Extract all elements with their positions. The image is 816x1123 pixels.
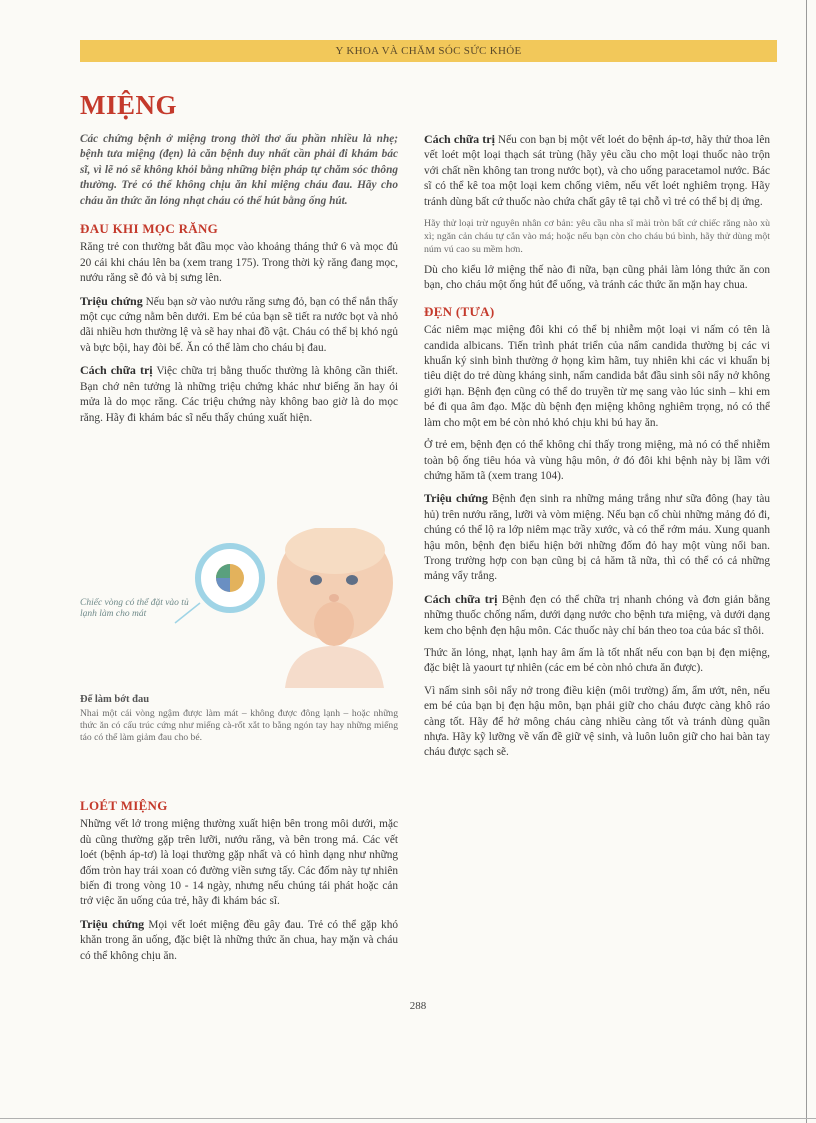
section-header-text: Y KHOA VÀ CHĂM SÓC SỨC KHỎE	[335, 45, 522, 57]
tip-box	[80, 694, 398, 744]
right-edge-line	[806, 0, 807, 1123]
ulcers-paragraph-2: Dù cho kiểu lở miệng thế nào đi nữa, bạn cũng phải làm lỏng thức ăn con bạn, cho cháu một ống hút để uống, và tránh các thức ăn mặn hay chua.	[424, 264, 770, 292]
thrush-heading: ĐẸN (TƯA)	[424, 303, 495, 319]
symptoms-label: Triệu chứng	[80, 916, 145, 931]
left-column-bottom	[80, 788, 398, 971]
treatment-text: Nếu con bạn bị một vết loét do bệnh áp-tơ, hãy thử thoa lên vết loét một loại thạch sát trùng (hãy yêu cầu cho một loại thuốc nào trộn với chất nền không tan trong nước bọt), và cho uống paracetamol nước. Bác sĩ có thể kê toa một loại kem chống viêm, nếu vết loét nghiêm trọng. Hãy tránh dùng bất cứ thuốc nào chứa chất gây tê tại chỗ vì trẻ có thể bị dị ứng.	[424, 134, 770, 208]
baby-forehead	[285, 528, 385, 574]
baby-teething-figure	[80, 528, 398, 688]
page-number: 288	[409, 1000, 427, 1012]
thrush-paragraph-1: Các niêm mạc miệng đôi khi có thể bị nhiễm một loại vi nấm có tên là candida albicans. Tiến trình phát triển của nấm candida thường bị các vi khuẩn ký sinh bình thường ở họng kìm hãm, tuy nhiên khi các vi khuẩn bị tiêu diệt do trẻ dùng kháng sinh, nấm candida bắt đầu sinh sôi nẩy nở không giới hạn. Bệnh đẹn cũng có thể do truyền từ mẹ sang vào lúc sinh – khi em bé đi qua âm đạo. Mặc dù bệnh đẹn miệng không nghiêm trọng, nó có thể làm cho một em bé còn nhỏ khó chịu khi bú hay ăn.	[424, 324, 770, 429]
teething-treatment	[80, 363, 398, 426]
symptoms-label: Triệu chứng	[424, 491, 488, 506]
ulcers-symptoms	[80, 917, 398, 964]
thrush-paragraph-2: Ở trẻ em, bệnh đẹn có thể không chỉ thấy trong miệng, mà nó có thể nhiễm toàn bộ ống tiêu hóa và vùng hậu môn, ở đó đôi khi bệnh này bị lầm với chứng hăm tã (xem trang 104).	[424, 439, 770, 482]
intro-paragraph: Các chứng bệnh ở miệng trong thời thơ ấu phần nhiều là nhẹ; bệnh tưa miệng (đẹn) là căn bệnh duy nhất cần phải đi khám bác sĩ, vì lẽ nó sẽ không khỏi bằng những biện pháp tự chăm sóc thông thường. Trẻ có thể không chịu ăn khi miệng cháu đau. Hãy cho cháu ăn thức ăn lỏng nhạt cháu có thể hút bằng ống hút.	[80, 133, 398, 207]
treatment-label: Cách chữa trị	[424, 132, 495, 146]
symptoms-label: Triệu chứng	[80, 293, 143, 308]
page-title: MIỆNG	[80, 90, 177, 120]
symptoms-text: Bệnh đẹn sinh ra những mảng trắng như sữa đông (hay tàu hủ) trên nướu răng, lưỡi và vòm miệng. Nếu bạn cố chùi những mảng đó đi, chúng có thể lộ ra lớp niêm mạc trầy xước, và có thể rớm máu. Xung quanh hậu môn, bệnh đẹn biểu hiện bởi những đốm đỏ hay một vùng nổi ban. Trong trường hợp con bạn cũng bị cả hăm tã nữa, thì có thể có cả những mảng vẩy trắng.	[424, 493, 770, 583]
teething-heading: ĐAU KHI MỌC RĂNG	[80, 221, 219, 237]
baby-nose	[329, 594, 339, 602]
symptoms-text: Nếu bạn sờ vào nướu răng sưng đỏ, bạn có thể nắn thấy một cục cứng nằm bên dưới. Em bé của bạn sẽ tiết ra nước bọt và nhỏ dãi nhiều hơn thường lệ và sẽ hay nhai đồ vật. Cháu có thể bị khó ngủ và bực bội, hay đòi bế. Ăn có thể làm cho cháu bị đau.	[80, 295, 398, 354]
right-column	[424, 132, 770, 768]
baby-body	[285, 646, 384, 688]
baby-eye	[310, 575, 322, 585]
thrush-paragraph-3: Thức ăn lỏng, nhạt, lạnh hay âm ấm là tốt nhất nếu con bạn bị đẹn miệng, đặc biệt là yaourt tự nhiên (các em bé còn nhỏ chưa ăn được).	[424, 646, 770, 675]
tip-box-title: Để làm bớt đau	[80, 694, 150, 705]
ulcers-paragraph: Những vết lở trong miệng thường xuất hiện bên trong môi dưới, mặc dù cũng thường gặp trên lưỡi, nướu răng, và bên trong má. Các vết loét (bệnh áp-tơ) là loại thường gặp nhất và có hình dạng như những đốm tròn hay trái xoan có đường viền sưng tấy. Các đốm này tự nhiên biến đi trong vòng 10 - 14 ngày, nhưng nếu chúng tái phát hoặc cản trở việc ăn uống của trẻ, hãy đi khám bác sĩ.	[80, 818, 398, 908]
left-column	[80, 132, 398, 433]
treatment-text: Việc chữa trị bằng thuốc thường là không cần thiết. Bạn chớ nên tưởng là những triệu chứng khác như biếng ăn hay ói mửa là do mọc răng. Các triệu chứng này không bao giờ là do mọc răng. Hãy đi khám bác sĩ nếu thấy chúng xuất hiện.	[80, 365, 398, 424]
teething-symptoms	[80, 294, 398, 357]
ulcers-heading: LOÉT MIỆNG	[80, 798, 168, 813]
treatment-label: Cách chữa trị	[80, 363, 153, 378]
thrush-paragraph-4: Vì nấm sinh sôi nẩy nở trong điều kiện (môi trường) ấm, ẩm ướt, nên, nếu em bé của bạn bị đẹn hậu môn, bạn phải giữ cho cháu được càng khô ráo càng tốt. Hãy để hở mông cháu càng nhiều càng tốt và tránh dùng quần nhựa. Hãy kỹ lưỡng về vấn đề giữ vệ sinh, và luôn luôn giữ cho hai bàn tay cháu được sạch sẽ.	[424, 684, 770, 759]
figure-caption: Chiếc vòng có thể đặt vào tủ lạnh làm cho mát	[80, 598, 189, 619]
treatment-label: Cách chữa trị	[424, 591, 498, 606]
baby-eye	[346, 575, 358, 585]
thrush-treatment	[424, 592, 770, 639]
thrush-symptoms	[424, 491, 770, 584]
baby-hands	[314, 602, 354, 646]
bottom-edge-line	[0, 1118, 816, 1119]
teething-paragraph: Răng trẻ con thường bắt đầu mọc vào khoảng tháng thứ 6 và mọc đủ 20 cái khi cháu lên ba (xem trang 175). Trong thời kỳ răng đang mọc, nướu răng sẽ đỏ và bị sưng lên.	[80, 241, 398, 285]
ulcers-treatment	[424, 132, 770, 210]
tip-box-text: Nhai một cái vòng ngậm được làm mát – không được đông lạnh – hoặc những thức ăn có cấu trúc cứng như miếng cà-rốt xắt to bằng ngón tay hay những miếng táo có thể làm giảm đau cho bé.	[80, 708, 398, 743]
treatment-text: Bệnh đẹn có thể chữa trị nhanh chóng và đơn giản bằng những thuốc chống nấm, dưới dạng nước cho bệnh tưa miệng, và dưới dạng kem cho bệnh đẹn hậu môn. Các thuốc này chỉ bán theo toa của bác sĩ thôi.	[424, 593, 770, 637]
section-header-band	[80, 40, 777, 62]
ulcers-note: Hãy thử loại trừ nguyên nhân cơ bản: yêu cầu nha sĩ mài tròn bất cứ chiếc răng nào xù xì; ngăn cản cháu tự cắn vào má; hoặc nếu bạn còn cho cháu bú bình, hãy thử dùng một núm vú cao su mềm hơn.	[424, 218, 770, 256]
symptoms-text: Mọi vết loét miệng đều gây đau. Trẻ có thể gặp khó khăn trong ăn uống, đặc biệt là những thức ăn chua, hay mặn và cháu có thể không chịu ăn.	[80, 918, 398, 962]
